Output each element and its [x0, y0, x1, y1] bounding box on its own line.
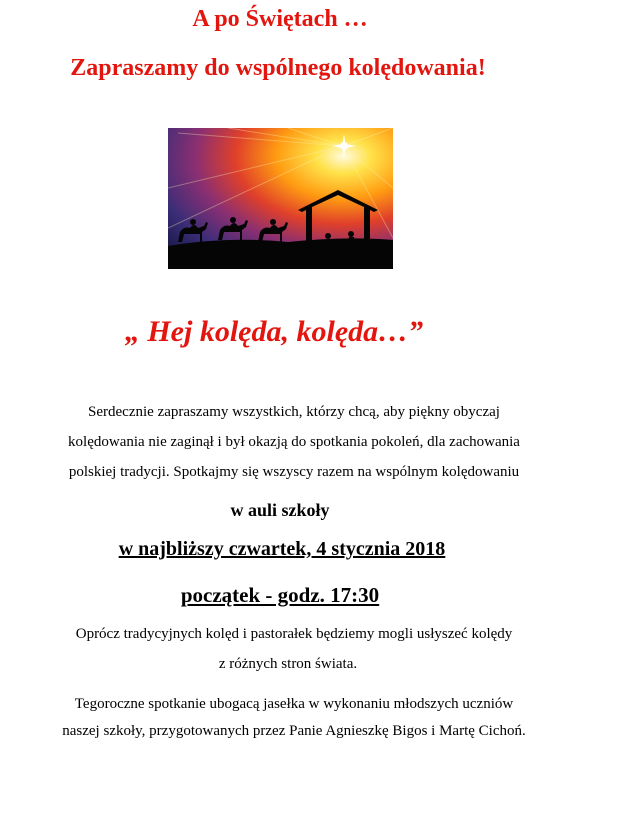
carols-line-2: z różnych stron świata. [218, 656, 358, 672]
nativity-scene-image [168, 128, 393, 269]
subtitle: „ Hej kolęda, kolęda…” [124, 315, 424, 348]
event-date: w najbliższy czwartek, 4 stycznia 2018 [118, 538, 446, 560]
event-start-time: początek - godz. 17:30 [180, 583, 380, 607]
nativity-play-line-1: Tegoroczne spotkanie ubogacą jasełka w wykonaniu młodszych uczniów [74, 696, 514, 712]
invitation-line-1: Serdecznie zapraszamy wszystkich, którzy chcą, aby piękny obyczaj [88, 404, 500, 420]
nativity-play-line-2: naszej szkoły, przygotowanych przez Panie Agnieszkę Bigos i Martę Cichoń. [62, 723, 526, 739]
invitation-line-3: polskiej tradycji. Spotkajmy się wszyscy razem na wspólnym kolędowaniu [68, 464, 520, 480]
event-location: w auli szkoły [230, 500, 330, 520]
carols-line-1: Oprócz tradycyjnych kolęd i pastorałek będziemy mogli usłyszeć kolędy [75, 626, 513, 642]
invitation-line-2: kolędowania nie zaginął i był okazją do spotkania pokoleń, dla zachowania [68, 434, 520, 450]
heading-line-2: Zapraszamy do wspólnego kolędowania! [70, 55, 486, 81]
heading-line-1: A po Świętach … [192, 6, 368, 32]
